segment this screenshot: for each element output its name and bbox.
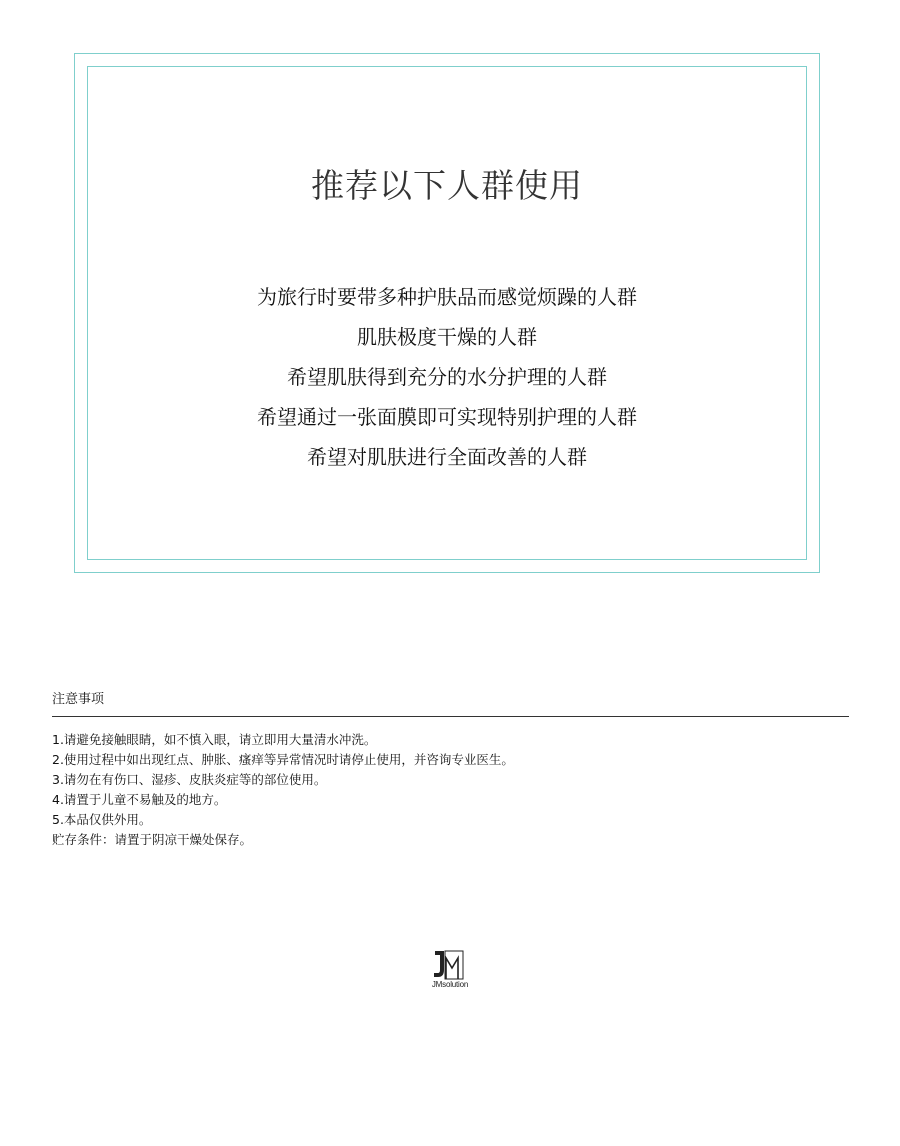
notes-divider	[52, 716, 849, 717]
jm-logo-icon	[432, 950, 464, 980]
recommend-item: 希望对肌肤进行全面改善的人群	[307, 445, 587, 469]
notes-item: 4.请置于儿童不易触及的地方。	[52, 792, 227, 807]
recommend-item: 肌肤极度干燥的人群	[357, 325, 537, 349]
notes-item: 2.使用过程中如出现红点、肿胀、瘙痒等异常情况时请停止使用，并咨询专业医生。	[52, 752, 514, 767]
recommend-item: 为旅行时要带多种护肤品而感觉烦躁的人群	[257, 285, 637, 309]
notes-item: 3.请勿在有伤口、湿疹、皮肤炎症等的部位使用。	[52, 772, 327, 787]
recommend-title: 推荐以下人群使用	[311, 166, 583, 205]
brand-logo-text: JMsolution	[431, 980, 469, 989]
notes-item: 贮存条件：请置于阴凉干燥处保存。	[52, 832, 253, 847]
notes-item: 1.请避免接触眼睛，如不慎入眼，请立即用大量清水冲洗。	[52, 732, 377, 747]
recommend-list	[87, 280, 807, 480]
recommend-item: 希望通过一张面膜即可实现特别护理的人群	[257, 405, 637, 429]
recommend-item: 希望肌肤得到充分的水分护理的人群	[287, 365, 607, 389]
notes-item: 5.本品仅供外用。	[52, 812, 152, 827]
brand-logo	[422, 950, 478, 992]
notes-heading: 注意事项	[52, 692, 105, 707]
notes-list	[52, 730, 514, 850]
